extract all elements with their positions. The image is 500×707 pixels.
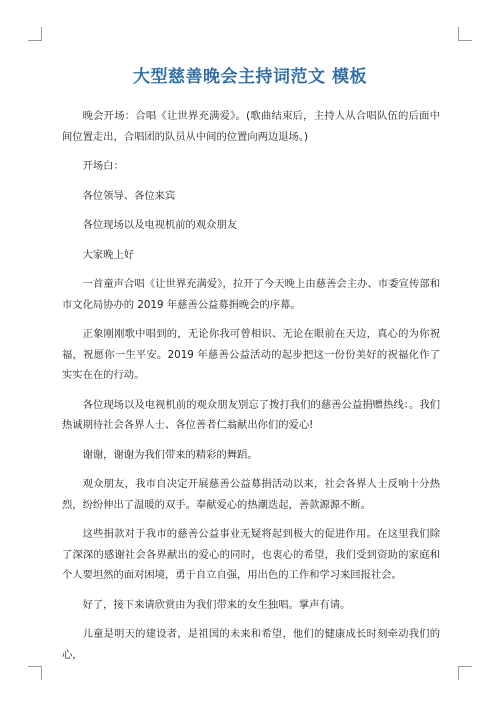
paragraph: 各位领导、各位来宾	[82, 189, 176, 202]
paragraph: 谢谢，谢谢为我们带来的精彩的舞蹈。	[82, 448, 258, 461]
crop-mark	[28, 40, 42, 41]
crop-mark	[458, 27, 459, 41]
crop-mark	[41, 666, 42, 680]
paragraph: 儿童是明天的建设者，是祖国的未来和希望，他们的健康成长时刻牵动我们的心，	[62, 628, 440, 661]
crop-mark	[458, 666, 459, 680]
paragraph: 这些捐款对于我市的慈善公益事业无疑将起到极大的促进作用。在这里我们除了深深的感谢社会各界献出的爱心的同时，也衷心的希望，我们受到资助的家庭和个人要坦然的面对困境，勇于自立自强，用出色的工作和学习来回报社会。	[62, 528, 440, 581]
paragraph: 正象刚刚歌中唱到的，无论你我可曾相识、无论在眼前在天边，真心的为你祝福，祝愿你一生平安。2019 年慈善公益活动的起步把这一份份美好的祝福化作了实实在在的行动。	[62, 328, 440, 381]
paragraph: 观众朋友，我市自决定开展慈善公益募捐活动以来，社会各界人士反响十分热烈，纷纷伸出了温暖的双手。奉献爱心的热潮迭起，善款源源不断。	[62, 478, 440, 511]
crop-mark	[28, 666, 42, 667]
document-body	[62, 106, 440, 674]
crop-mark	[458, 40, 472, 41]
document-title: 大型慈善晚会主持词范文 模板	[133, 67, 367, 87]
paragraph: 开场白：	[82, 160, 124, 172]
paragraph: 各位现场以及电视机前的观众朋友	[82, 219, 238, 231]
paragraph: 晚会开场：合唱《让世界充满爱》。(歌曲结束后，主持人从合唱队伍的后面中间位置走出，合唱团的队员从中间的位置向两边退场。)	[62, 110, 440, 143]
paragraph: 一首童声合唱《让世界充满爱》，拉开了今天晚上由慈善会主办、市委宣传部和市文化局协办的 2019 年慈善公益募捐晚会的序幕。	[62, 278, 440, 311]
crop-mark	[41, 27, 42, 41]
paragraph: 大家晚上好	[82, 248, 135, 261]
paragraph: 好了，接下来请欣赏由为我们带来的女生独唱。掌声有请。	[82, 598, 351, 611]
paragraph: 各位现场以及电视机前的观众朋友别忘了拨打我们的慈善公益捐赠热线：。我们热诚期待社会各界人士、各位善者仁翁献出你们的爱心!	[62, 398, 440, 431]
crop-mark	[458, 666, 472, 667]
